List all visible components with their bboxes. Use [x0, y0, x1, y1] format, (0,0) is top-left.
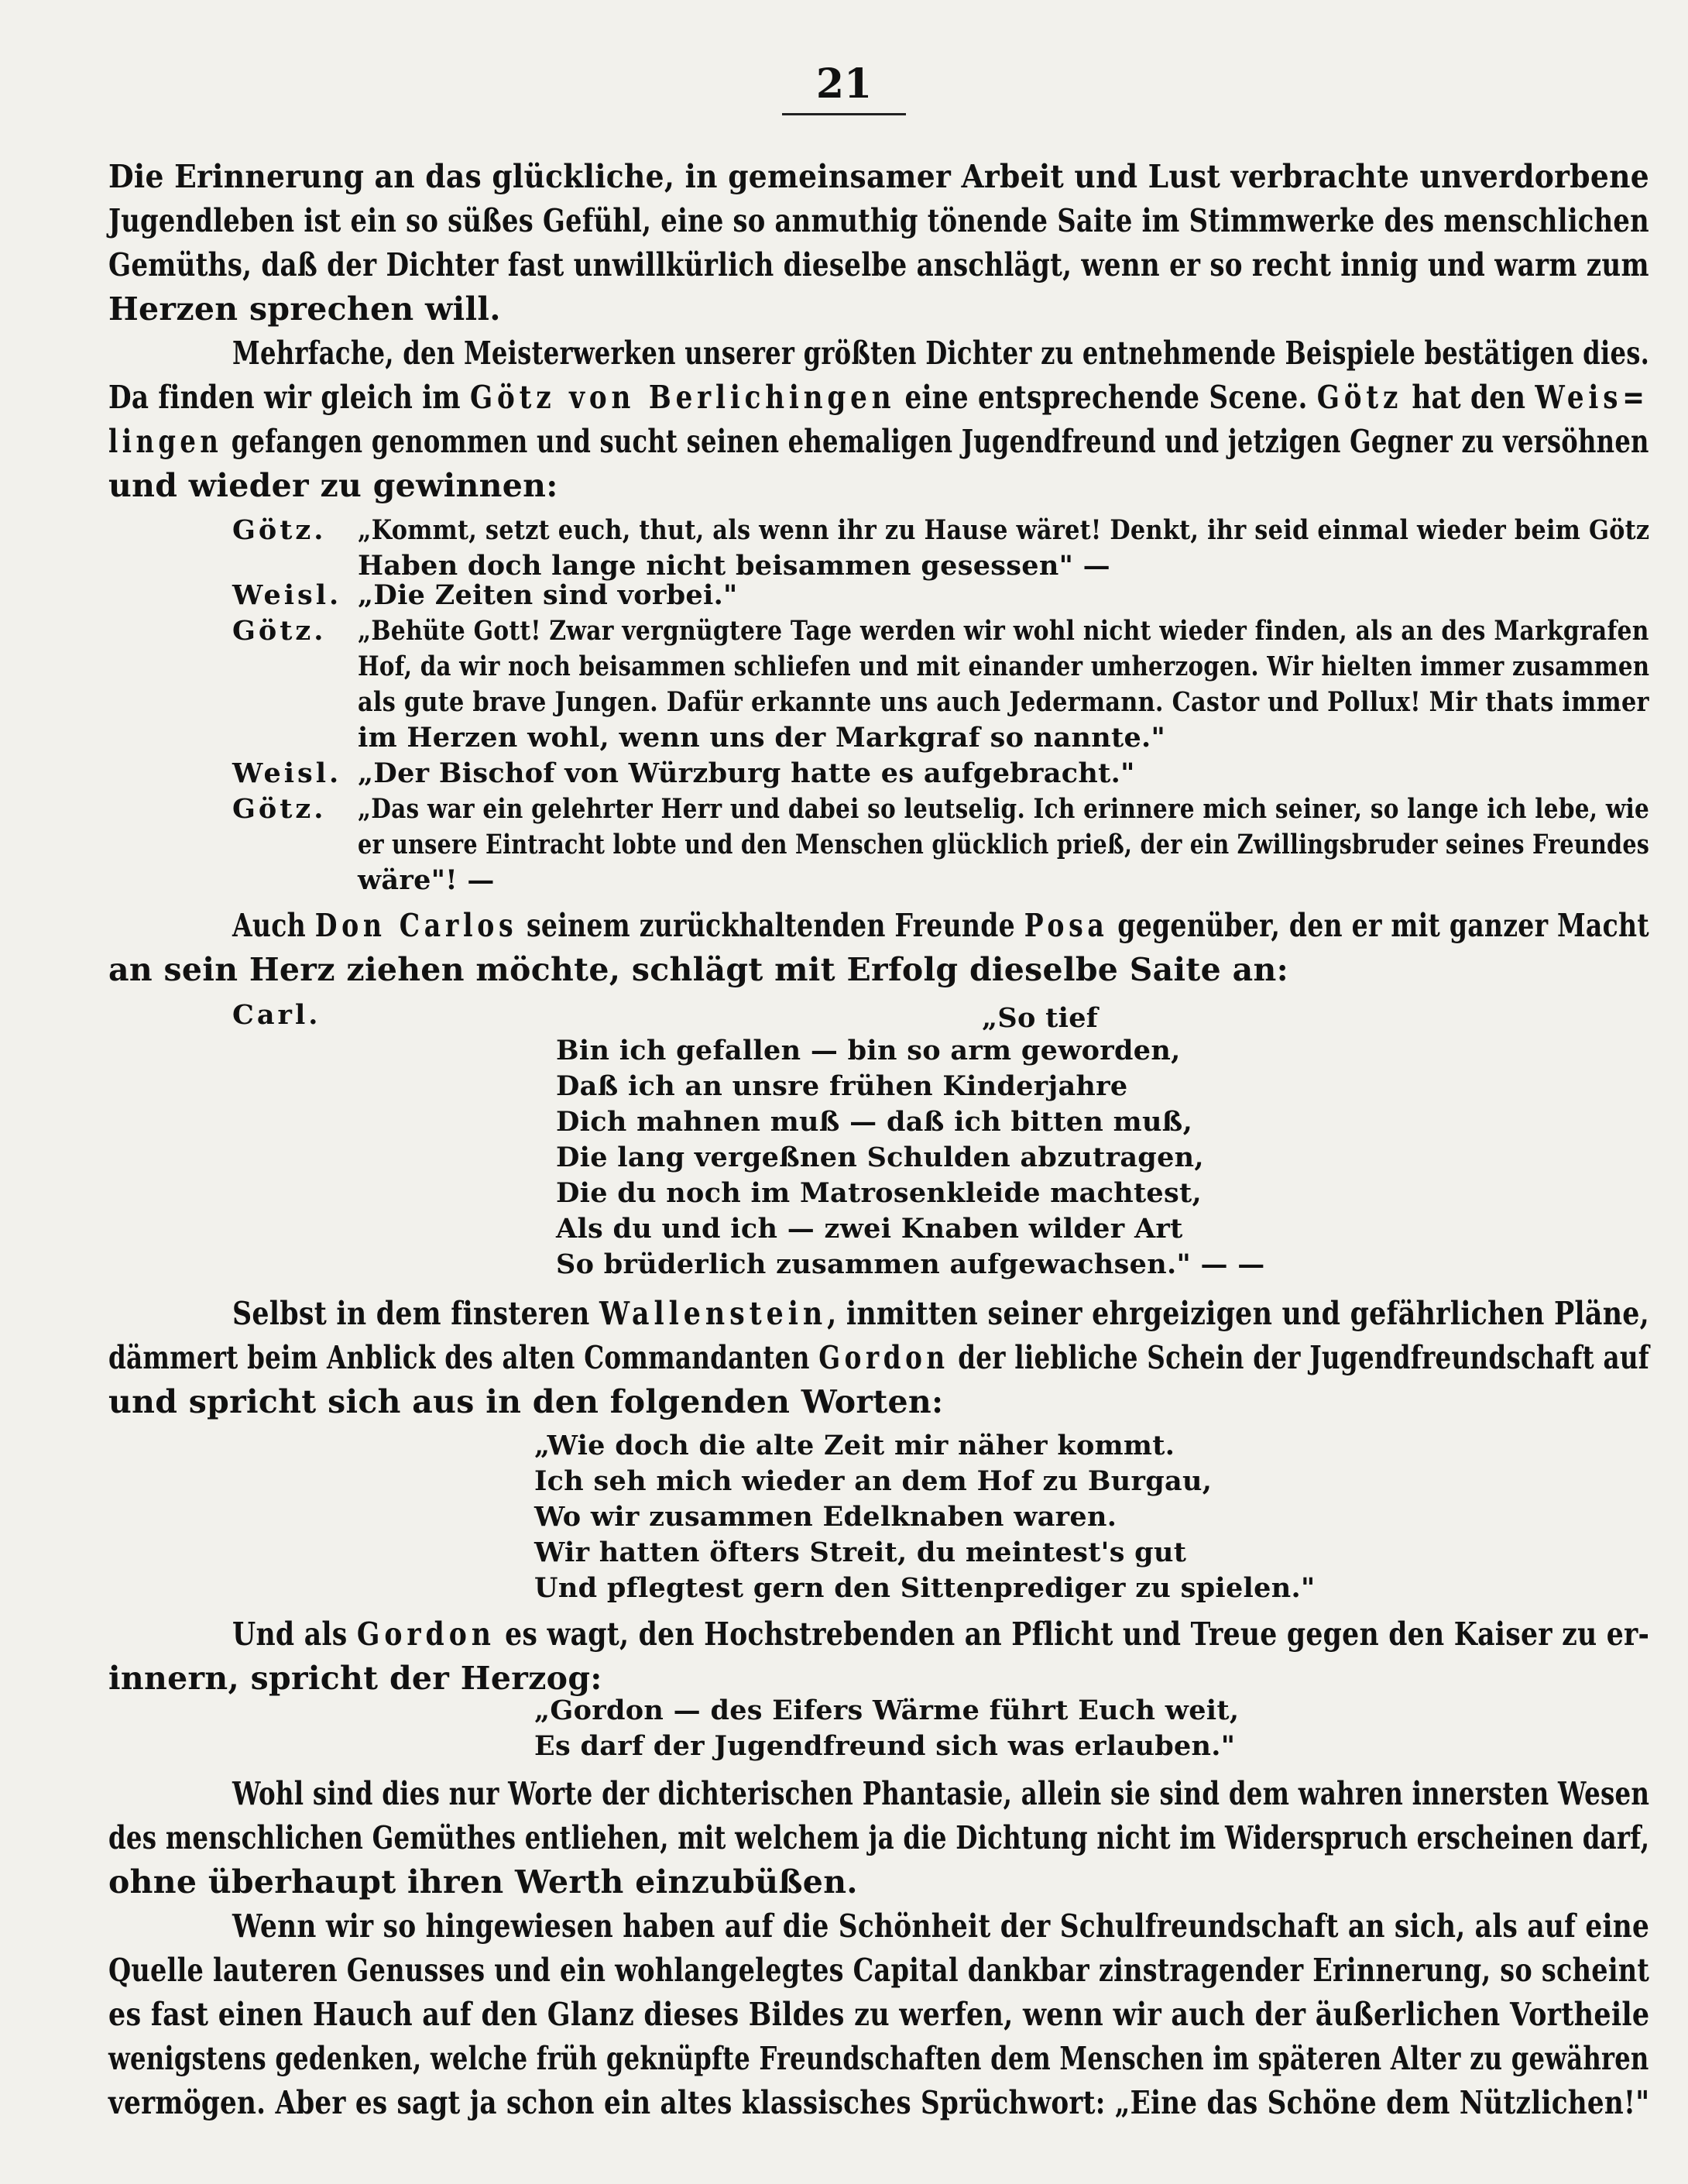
para2-text-a: Da finden wir gleich im [108, 379, 470, 416]
page-number: 21 [815, 60, 873, 108]
verse-opening: „So tief [982, 1002, 1099, 1034]
name-weislingen-part2: lingen [108, 423, 223, 460]
para4-line2 [108, 1336, 1649, 1379]
para5-line2: innern, spricht der Herzog: [108, 1660, 602, 1697]
name-weislingen-part1: Weis= [1535, 379, 1649, 416]
para4-text-a: Selbst in dem finsteren [232, 1295, 599, 1332]
para7-line1: Wenn wir so hingewiesen haben auf die Schönheit der Schulfreundschaft an sich, als auf eine [232, 1908, 1650, 1945]
dialogue-line: er unsere Eintracht lobte und den Menschen glücklich prieß, der ein Zwillingsbruder seines Freundes [358, 829, 1650, 860]
dialogue-line: „Der Bischof von Würzburg hatte es aufgebracht." [358, 757, 1135, 789]
para7-line4: wenigstens gedenken, welche früh geknüpfte Freundschaften dem Menschen im späteren Alter zu gewähren [108, 2040, 1649, 2077]
dialogue-line: „Das war ein gelehrter Herr und dabei so leutselig. Ich erinnere mich seiner, so lange ich lebe, wie [358, 793, 1650, 825]
dialogue-line: „Kommt, setzt euch, thut, als wenn ihr zu Hause wäret! Denkt, ihr seid einmal wieder beim Götz [358, 514, 1650, 546]
name-goetz: Götz [1316, 379, 1403, 416]
quote-line: Ich seh mich wieder an dem Hof zu Burgau, [534, 1465, 1213, 1497]
verse-line: Die lang vergeßnen Schulden abzutragen, [556, 1142, 1204, 1173]
verse-line: Bin ich gefallen — bin so arm geworden, [556, 1035, 1181, 1066]
para2-text-b: eine entsprechende Scene. [895, 379, 1317, 416]
dialogue-line: „Behüte Gott! Zwar vergnügtere Tage werden wir wohl nicht wieder finden, als an des Markgrafen [358, 615, 1649, 647]
para4-line1 [232, 1292, 1649, 1335]
para3-line1 [232, 904, 1649, 947]
verse-line: Dich mahnen muß — daß ich bitten muß, [556, 1106, 1193, 1138]
page-number-rule [782, 113, 906, 115]
para1-line1: Die Erinnerung an das glückliche, in gemeinsamer Arbeit und Lust verbrachte unverdorbene [108, 158, 1649, 195]
dialogue-line: „Die Zeiten sind vorbei." [358, 579, 738, 611]
para7-line2: Quelle lauteren Genusses und ein wohlangelegtes Capital dankbar zinstragender Erinnerung, so scheint [108, 1952, 1650, 1989]
name-don-carlos: Don Carlos [314, 907, 518, 944]
quote-line: Es darf der Jugendfreund sich was erlauben." [534, 1730, 1236, 1762]
para2-line1: Mehrfache, den Meisterwerken unserer größten Dichter zu entnehmende Beispiele bestätigen dies. [232, 335, 1650, 372]
para6-line3: ohne überhaupt ihren Werth einzubüßen. [108, 1863, 858, 1901]
para6-line2: des menschlichen Gemüthes entliehen, mit welchem ja die Dichtung nicht im Widerspruch erscheinen darf, [108, 1819, 1650, 1856]
dialogue-line: im Herzen wohl, wenn uns der Markgraf so nannte." [358, 722, 1166, 754]
quote-line: „Wie doch die alte Zeit mir näher kommt. [534, 1430, 1175, 1461]
para5-line1 [232, 1612, 1649, 1656]
dialogue-line: Hof, da wir noch beisammen schliefen und mit einander umherzogen. Wir hielten immer zusammen [358, 651, 1650, 682]
para5-text-a: Und als [232, 1616, 357, 1653]
verse-line: Als du und ich — zwei Knaben wilder Art [556, 1213, 1183, 1245]
name-posa: Posa [1024, 907, 1109, 944]
para2-text-d: gefangen genommen und sucht seinen ehemaligen Jugendfreund und jetzigen Gegner zu versöhnen [222, 423, 1649, 460]
dialogue-line: wäre"! — [358, 864, 495, 896]
verse-line: Daß ich an unsre frühen Kinderjahre [556, 1070, 1128, 1102]
verse-line: Die du noch im Matrosenkleide machtest, [556, 1177, 1202, 1209]
para7-line3: es fast einen Hauch auf den Glanz dieses Bildes zu werfen, wenn wir auch der äußerlichen Vortheile [108, 1996, 1650, 2033]
para3-text-a: Auch [232, 907, 315, 944]
para6-line1: Wohl sind dies nur Worte der dichterischen Phantasie, allein sie sind dem wahren innersten Wesen [232, 1775, 1650, 1812]
para3-text-c: gegenüber, den er mit ganzer Macht [1108, 907, 1649, 944]
speaker-label: Carl. [232, 999, 321, 1031]
para4-line3: und spricht sich aus in den folgenden Worten: [108, 1383, 944, 1420]
dialogue-line: als gute brave Jungen. Dafür erkannte uns auch Jedermann. Castor und Pollux! Mir thats immer [358, 686, 1649, 718]
speaker-label: Götz. [232, 514, 327, 546]
para1-line4: Herzen sprechen will. [108, 290, 501, 328]
title-goetz-von-berlichingen: Götz von Berlichingen [469, 379, 896, 416]
dialogue-line: Haben doch lange nicht beisammen gesessen" — [358, 550, 1110, 582]
para4-text-c: dämmert beim Anblick des alten Commandanten [108, 1339, 819, 1376]
speaker-label: Weisl. [232, 579, 342, 611]
para3-line2: an sein Herz ziehen möchte, schlägt mit Erfolg dieselbe Saite an: [108, 951, 1289, 988]
para2-line3 [108, 420, 1649, 463]
speaker-label: Götz. [232, 793, 327, 825]
para3-text-b: seinem zurückhaltenden Freunde [517, 907, 1024, 944]
speaker-label: Weisl. [232, 757, 342, 789]
name-gordon: Gordon [818, 1339, 949, 1376]
para7-line5: vermögen. Aber es sagt ja schon ein altes klassisches Sprüchwort: „Eine das Schöne dem Nützlichen!" [108, 2084, 1650, 2121]
speaker-label: Götz. [232, 615, 327, 647]
quote-line: Wir hatten öfters Streit, du meintest's gut [534, 1537, 1187, 1568]
para4-text-b: , inmitten seiner ehrgeizigen und gefährlichen Pläne, [827, 1295, 1650, 1332]
para1-line3: Gemüths, daß der Dichter fast unwillkürlich dieselbe anschlägt, wenn er so recht innig und warm zum [108, 246, 1649, 283]
name-gordon-2: Gordon [356, 1616, 496, 1653]
para4-text-d: der liebliche Schein der Jugendfreundschaft auf [949, 1339, 1650, 1376]
para2-line2 [108, 376, 1649, 419]
para5-text-b: es wagt, den Hochstrebenden an Pflicht und Treue gegen den Kaiser zu er- [495, 1616, 1650, 1653]
para1-line2: Jugendleben ist ein so süßes Gefühl, eine so anmuthig tönende Saite im Stimmwerke des menschlichen [108, 202, 1649, 239]
para2-text-c: hat den [1402, 379, 1535, 416]
quote-line: „Gordon — des Eifers Wärme führt Euch weit, [534, 1695, 1240, 1726]
name-wallenstein: Wallenstein [599, 1295, 828, 1332]
para2-line4: und wieder zu gewinnen: [108, 467, 558, 504]
quote-line: Und pflegtest gern den Sittenprediger zu spielen." [534, 1572, 1316, 1604]
verse-line: So brüderlich zusammen aufgewachsen." — — [556, 1248, 1265, 1280]
quote-line: Wo wir zusammen Edelknaben waren. [534, 1501, 1117, 1533]
